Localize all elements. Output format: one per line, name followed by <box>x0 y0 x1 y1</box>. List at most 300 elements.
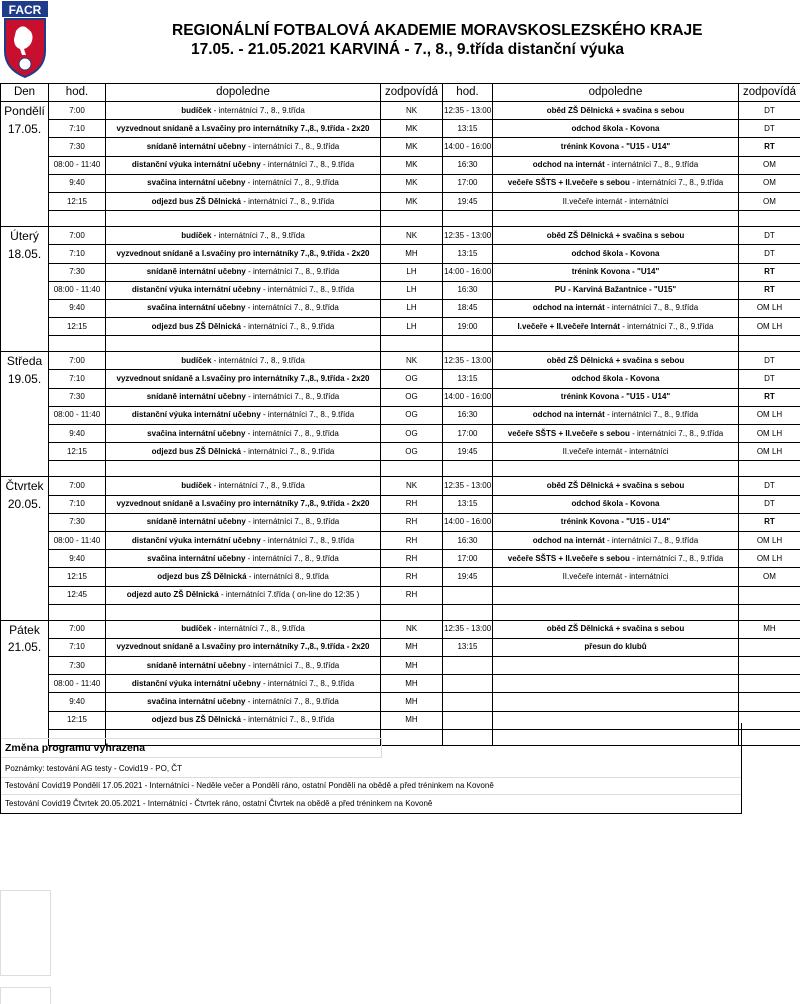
time-cell: 7:00 <box>49 477 106 495</box>
note-line: Testování Covid19 Čtvrtek 20.05.2021 - Internátníci - Čtvrtek ráno, ostatní Čtvrtek na obědě a před tréninkem na Kovoně <box>5 799 432 808</box>
time-cell: 14:00 - 16:00 <box>443 513 493 531</box>
responsible-cell: OG <box>381 406 443 424</box>
activity-bold: budíček <box>181 106 211 115</box>
responsible-cell: OM <box>739 568 800 586</box>
responsible-cell: NK <box>381 620 443 638</box>
activity-bold: svačina internátní učebny <box>147 429 245 438</box>
afternoon-activity <box>493 138 739 156</box>
activity-bold: odjezd bus ZŠ Dělnická <box>152 447 241 456</box>
activity-detail: - internátníci 7., 8., 9.třída <box>246 267 339 276</box>
time-cell: 12:15 <box>49 443 106 461</box>
empty-cell <box>106 336 381 352</box>
activity-bold: odchod škola - Kovona <box>571 374 659 383</box>
table-row <box>1 120 800 138</box>
day-cell <box>1 281 49 299</box>
activity-bold: odjezd bus ZŠ Dělnická <box>152 197 241 206</box>
time-cell: 13:15 <box>443 120 493 138</box>
afternoon-activity <box>493 550 739 568</box>
activity-bold: oběd ZŠ Dělnická + svačina s sebou <box>547 624 685 633</box>
afternoon-activity <box>493 406 739 424</box>
activity-bold: distanční výuka internátní učebny <box>132 285 261 294</box>
morning-activity <box>106 174 381 192</box>
afternoon-activity <box>493 620 739 638</box>
day-cell <box>1 550 49 568</box>
empty-cell <box>443 604 493 620</box>
activity-bold: večeře SŠTS + II.večeře s sebou <box>508 554 630 563</box>
morning-activity <box>106 192 381 210</box>
day-cell <box>1 192 49 210</box>
activity-detail: - internátníci 7., 8., 9.třída <box>211 624 304 633</box>
empty-cell <box>739 336 800 352</box>
activity-bold: svačina internátní učebny <box>147 697 245 706</box>
time-cell: 12:15 <box>49 192 106 210</box>
time-cell: 19:45 <box>443 568 493 586</box>
time-cell <box>443 693 493 711</box>
time-cell: 7:00 <box>49 352 106 370</box>
empty-cell <box>1 604 49 620</box>
activity-bold: vyzvednout snídaně a I.svačiny pro internátníky 7.,8., 9.třída - 2x20 <box>117 374 370 383</box>
afternoon-activity <box>493 568 739 586</box>
empty-cell <box>381 461 443 477</box>
day-cell <box>1 425 49 443</box>
afternoon-activity <box>493 263 739 281</box>
empty-cell <box>739 211 800 227</box>
day-cell <box>1 299 49 317</box>
time-cell: 12:35 - 13:00 <box>443 352 493 370</box>
responsible-cell: RH <box>381 513 443 531</box>
day-cell <box>1 586 49 604</box>
afternoon-activity <box>493 192 739 210</box>
responsible-cell: MK <box>381 120 443 138</box>
table-row <box>1 675 800 693</box>
empty-cell <box>106 461 381 477</box>
time-cell: 12:15 <box>49 711 106 729</box>
responsible-cell: OG <box>381 370 443 388</box>
activity-detail: - internátníci 7., 8., 9.třída <box>245 429 338 438</box>
time-cell: 9:40 <box>49 299 106 317</box>
time-cell <box>443 675 493 693</box>
day-cell <box>1 174 49 192</box>
day-cell: Čtvrtek <box>1 477 49 495</box>
spacer-row <box>1 604 800 620</box>
table-row <box>1 443 800 461</box>
empty-cell <box>1 336 49 352</box>
empty-cell <box>1 461 49 477</box>
time-cell: 17:00 <box>443 174 493 192</box>
table-row <box>1 495 800 513</box>
responsible-cell: RT <box>739 388 800 406</box>
empty-cell <box>106 211 381 227</box>
afternoon-activity <box>493 102 739 120</box>
time-cell: 9:40 <box>49 693 106 711</box>
afternoon-activity <box>493 299 739 317</box>
morning-activity <box>106 586 381 604</box>
time-cell: 13:15 <box>443 495 493 513</box>
morning-activity <box>106 443 381 461</box>
day-cell: Středa <box>1 352 49 370</box>
empty-cell <box>493 336 739 352</box>
responsible-cell <box>739 711 800 729</box>
time-cell: 7:10 <box>49 638 106 656</box>
time-cell: 08:00 - 11:40 <box>49 156 106 174</box>
morning-activity <box>106 245 381 263</box>
activity-bold: večeře SŠTS + II.večeře s sebou <box>508 178 630 187</box>
morning-activity <box>106 693 381 711</box>
activity-bold: svačina internátní učebny <box>147 554 245 563</box>
time-cell: 08:00 - 11:40 <box>49 675 106 693</box>
empty-cell <box>493 604 739 620</box>
empty-cell <box>49 336 106 352</box>
afternoon-activity <box>493 388 739 406</box>
time-cell: 12:35 - 13:00 <box>443 102 493 120</box>
time-cell: 16:30 <box>443 406 493 424</box>
time-cell: 12:35 - 13:00 <box>443 620 493 638</box>
day-cell <box>1 388 49 406</box>
responsible-cell <box>739 586 800 604</box>
time-cell: 12:35 - 13:00 <box>443 227 493 245</box>
table-row <box>1 352 800 370</box>
morning-activity <box>106 675 381 693</box>
table-row <box>1 138 800 156</box>
responsible-cell: OM LH <box>739 318 800 336</box>
facr-logo <box>2 1 48 79</box>
activity-bold: snídaně internátní učebny <box>147 392 246 401</box>
footer-notes <box>0 723 742 814</box>
day-cell <box>1 657 49 675</box>
afternoon-activity <box>493 174 739 192</box>
responsible-cell: DT <box>739 227 800 245</box>
responsible-cell: OG <box>381 425 443 443</box>
activity-detail: - internátníci 8., 9.třída <box>247 572 329 581</box>
day-cell: 17.05. <box>1 120 49 138</box>
activity-bold: odchod na internát <box>533 160 605 169</box>
schedule-table <box>0 83 800 746</box>
day-cell <box>1 263 49 281</box>
responsible-cell: RT <box>739 281 800 299</box>
morning-activity <box>106 102 381 120</box>
activity-detail: - internátníci 7., 8., 9.třída <box>241 197 334 206</box>
day-cell: Pondělí <box>1 102 49 120</box>
empty-cell <box>443 211 493 227</box>
time-cell: 08:00 - 11:40 <box>49 531 106 549</box>
time-cell <box>443 586 493 604</box>
responsible-cell: MK <box>381 156 443 174</box>
spacer-row <box>1 336 800 352</box>
empty-cell <box>443 336 493 352</box>
responsible-cell: DT <box>739 477 800 495</box>
col-header: odpoledne <box>493 84 739 102</box>
empty-cell <box>49 604 106 620</box>
afternoon-activity <box>493 281 739 299</box>
responsible-cell: DT <box>739 370 800 388</box>
empty-cell <box>0 987 51 1004</box>
activity-bold: snídaně internátní učebny <box>147 661 246 670</box>
time-cell: 08:00 - 11:40 <box>49 406 106 424</box>
empty-cell <box>49 461 106 477</box>
responsible-cell: OM LH <box>739 550 800 568</box>
afternoon-activity <box>493 318 739 336</box>
day-cell: 21.05. <box>1 638 49 656</box>
empty-cell <box>0 890 51 976</box>
afternoon-activity <box>493 477 739 495</box>
time-cell: 19:00 <box>443 318 493 336</box>
table-row <box>1 281 800 299</box>
activity-bold: trénink Kovona - "U15 - U14" <box>561 517 670 526</box>
responsible-cell: LH <box>381 318 443 336</box>
activity-detail: - internátníci 7., 8., 9.třída <box>241 322 334 331</box>
afternoon-activity <box>493 657 739 675</box>
time-cell: 12:35 - 13:00 <box>443 477 493 495</box>
activity-detail: - internátníci 7., 8., 9.třída <box>241 715 334 724</box>
morning-activity <box>106 318 381 336</box>
responsible-cell: MH <box>381 711 443 729</box>
col-header: dopoledne <box>106 84 381 102</box>
table-row <box>1 245 800 263</box>
responsible-cell <box>739 638 800 656</box>
time-cell: 13:15 <box>443 370 493 388</box>
time-cell: 7:10 <box>49 120 106 138</box>
afternoon-activity <box>493 227 739 245</box>
day-cell <box>1 406 49 424</box>
activity-detail: - internátníci 7., 8., 9.třída <box>245 303 338 312</box>
activity-bold: oběd ZŠ Dělnická + svačina s sebou <box>547 481 685 490</box>
activity-detail: - internátníci 7., 8., 9.třída <box>605 536 698 545</box>
morning-activity <box>106 477 381 495</box>
responsible-cell <box>739 693 800 711</box>
responsible-cell: RH <box>381 568 443 586</box>
activity-bold: odchod škola - Kovona <box>571 249 659 258</box>
activity-bold: vyzvednout snídaně a I.svačiny pro internátníky 7.,8., 9.třída - 2x20 <box>117 249 370 258</box>
responsible-cell: OM LH <box>739 406 800 424</box>
activity-detail: - internátníci 7., 8., 9.třída <box>211 356 304 365</box>
empty-cell <box>1 211 49 227</box>
responsible-cell: MH <box>381 693 443 711</box>
morning-activity <box>106 568 381 586</box>
time-cell: 13:15 <box>443 245 493 263</box>
col-header: zodpovídá <box>739 84 800 102</box>
activity-detail: - internátníci 7., 8., 9.třída <box>241 447 334 456</box>
day-cell <box>1 568 49 586</box>
morning-activity <box>106 657 381 675</box>
responsible-cell: DT <box>739 495 800 513</box>
table-row <box>1 513 800 531</box>
note-line: Testování Covid19 Pondělí 17.05.2021 - Internátníci - Neděle večer a Pondělí ráno, ostatní Pondělí na obědě a před tréninkem na Kovoně <box>5 781 494 790</box>
afternoon-activity <box>493 120 739 138</box>
afternoon-activity <box>493 495 739 513</box>
day-cell: Pátek <box>1 620 49 638</box>
morning-activity <box>106 156 381 174</box>
time-cell: 7:30 <box>49 513 106 531</box>
page-title: REGIONÁLNÍ FOTBALOVÁ AKADEMIE MORAVSKOSLEZSKÉHO KRAJE <box>172 22 702 40</box>
responsible-cell: MH <box>381 638 443 656</box>
responsible-cell: RT <box>739 263 800 281</box>
time-cell: 9:40 <box>49 174 106 192</box>
activity-bold: budíček <box>181 356 211 365</box>
empty-cell <box>49 211 106 227</box>
table-row <box>1 657 800 675</box>
activity-detail: - internátníci 7., 8., 9.třída <box>246 142 339 151</box>
afternoon-activity <box>493 531 739 549</box>
col-header: zodpovídá <box>381 84 443 102</box>
activity-detail: II.večeře internát - internátníci <box>563 197 669 206</box>
responsible-cell: OM <box>739 192 800 210</box>
day-cell <box>1 138 49 156</box>
time-cell: 19:45 <box>443 192 493 210</box>
morning-activity <box>106 550 381 568</box>
responsible-cell: MH <box>739 620 800 638</box>
responsible-cell <box>739 675 800 693</box>
table-row <box>1 263 800 281</box>
morning-activity <box>106 227 381 245</box>
activity-bold: budíček <box>181 481 211 490</box>
activity-bold: budíček <box>181 624 211 633</box>
time-cell: 14:00 - 16:00 <box>443 263 493 281</box>
responsible-cell: MK <box>381 138 443 156</box>
time-cell: 12:15 <box>49 318 106 336</box>
activity-detail: - internátníci 7., 8., 9.třída <box>605 160 698 169</box>
time-cell: 16:30 <box>443 281 493 299</box>
responsible-cell: MH <box>381 675 443 693</box>
time-cell: 9:40 <box>49 425 106 443</box>
table-row <box>1 425 800 443</box>
activity-bold: odchod škola - Kovona <box>571 499 659 508</box>
afternoon-activity <box>493 513 739 531</box>
table-row <box>1 192 800 210</box>
activity-bold: trénink Kovona - "U14" <box>572 267 660 276</box>
day-cell <box>1 531 49 549</box>
activity-detail: II.večeře internát - internátníci <box>563 572 669 581</box>
activity-bold: snídaně internátní učebny <box>147 142 246 151</box>
morning-activity <box>106 513 381 531</box>
page-subtitle: 17.05. - 21.05.2021 KARVINÁ - 7., 8., 9.třída distanční výuka <box>191 41 624 59</box>
header-row <box>1 84 800 102</box>
responsible-cell: MH <box>381 245 443 263</box>
activity-bold: budíček <box>181 231 211 240</box>
afternoon-activity <box>493 245 739 263</box>
table-row <box>1 693 800 711</box>
activity-bold: odjezd auto ZŠ Dělnická <box>127 590 219 599</box>
day-cell <box>1 693 49 711</box>
activity-bold: přesun do klubů <box>584 642 646 651</box>
activity-bold: oběd ZŠ Dělnická + svačina s sebou <box>547 231 685 240</box>
spacer-row <box>1 211 800 227</box>
morning-activity <box>106 495 381 513</box>
spacer-row <box>1 461 800 477</box>
activity-bold: oběd ZŠ Dělnická + svačina s sebou <box>547 106 685 115</box>
activity-detail: - internátníci 7., 8., 9.třída <box>605 410 698 419</box>
responsible-cell: LH <box>381 263 443 281</box>
responsible-cell: LH <box>381 281 443 299</box>
activity-bold: oběd ZŠ Dělnická + svačina s sebou <box>547 356 685 365</box>
table-row <box>1 227 800 245</box>
time-cell: 7:30 <box>49 138 106 156</box>
time-cell: 16:30 <box>443 531 493 549</box>
responsible-cell: NK <box>381 102 443 120</box>
responsible-cell: DT <box>739 102 800 120</box>
activity-detail: - internátníci 7., 8., 9.třída <box>211 481 304 490</box>
activity-detail: - internátníci 7., 8., 9.třída <box>630 554 723 563</box>
activity-bold: distanční výuka internátní učebny <box>132 160 261 169</box>
activity-bold: distanční výuka internátní učebny <box>132 679 261 688</box>
program-change-note: Změna programu vyhrazena <box>5 742 145 754</box>
time-cell: 14:00 - 16:00 <box>443 138 493 156</box>
col-header: Den <box>1 84 49 102</box>
activity-bold: trénink Kovona - "U15 - U14" <box>561 392 670 401</box>
activity-bold: vyzvednout snídaně a I.svačiny pro internátníky 7.,8., 9.třída - 2x20 <box>117 642 370 651</box>
time-cell: 7:10 <box>49 245 106 263</box>
empty-cell <box>493 461 739 477</box>
morning-activity <box>106 638 381 656</box>
day-cell <box>1 443 49 461</box>
activity-detail: II.večeře internát - internátníci <box>563 447 669 456</box>
empty-cell <box>493 211 739 227</box>
responsible-cell: OM LH <box>739 443 800 461</box>
time-cell: 18:45 <box>443 299 493 317</box>
morning-activity <box>106 299 381 317</box>
responsible-cell: OM <box>739 156 800 174</box>
activity-bold: svačina internátní učebny <box>147 178 245 187</box>
table-row <box>1 550 800 568</box>
table-row <box>1 620 800 638</box>
afternoon-activity <box>493 352 739 370</box>
activity-bold: distanční výuka internátní učebny <box>132 536 261 545</box>
table-row <box>1 531 800 549</box>
time-cell: 7:00 <box>49 227 106 245</box>
activity-detail: - internátníci 7., 8., 9.třída <box>246 661 339 670</box>
empty-cell <box>381 604 443 620</box>
activity-bold: PU - Karviná Bažantnice - "U15" <box>555 285 676 294</box>
day-cell: 18.05. <box>1 245 49 263</box>
responsible-cell: RT <box>739 513 800 531</box>
time-cell: 12:15 <box>49 568 106 586</box>
morning-activity <box>106 531 381 549</box>
responsible-cell: DT <box>739 120 800 138</box>
responsible-cell: MH <box>381 657 443 675</box>
day-cell: 20.05. <box>1 495 49 513</box>
time-cell: 7:00 <box>49 102 106 120</box>
time-cell: 13:15 <box>443 638 493 656</box>
time-cell: 08:00 - 11:40 <box>49 281 106 299</box>
activity-detail: - internátníci 7., 8., 9.třída <box>245 697 338 706</box>
morning-activity <box>106 120 381 138</box>
activity-bold: odjezd bus ZŠ Dělnická <box>157 572 246 581</box>
table-row <box>1 638 800 656</box>
col-header: hod. <box>49 84 106 102</box>
col-header: hod. <box>443 84 493 102</box>
time-cell: 7:10 <box>49 495 106 513</box>
day-cell <box>1 318 49 336</box>
afternoon-activity <box>493 156 739 174</box>
activity-bold: snídaně internátní učebny <box>147 517 246 526</box>
time-cell: 16:30 <box>443 156 493 174</box>
activity-bold: odchod na internát <box>533 303 605 312</box>
morning-activity <box>106 352 381 370</box>
activity-detail: - internátníci 7., 8., 9.třída <box>620 322 713 331</box>
time-cell: 17:00 <box>443 550 493 568</box>
empty-cell <box>739 729 800 745</box>
activity-detail: - internátníci 7., 8., 9.třída <box>245 554 338 563</box>
time-cell: 7:00 <box>49 620 106 638</box>
afternoon-activity <box>493 443 739 461</box>
afternoon-activity <box>493 675 739 693</box>
responsible-cell: MK <box>381 192 443 210</box>
morning-activity <box>106 263 381 281</box>
table-row <box>1 370 800 388</box>
activity-detail: - internátníci 7., 8., 9.třída <box>261 679 354 688</box>
activity-bold: I.večeře + II.večeře Internát <box>518 322 621 331</box>
activity-bold: odjezd bus ZŠ Dělnická <box>152 715 241 724</box>
morning-activity <box>106 620 381 638</box>
